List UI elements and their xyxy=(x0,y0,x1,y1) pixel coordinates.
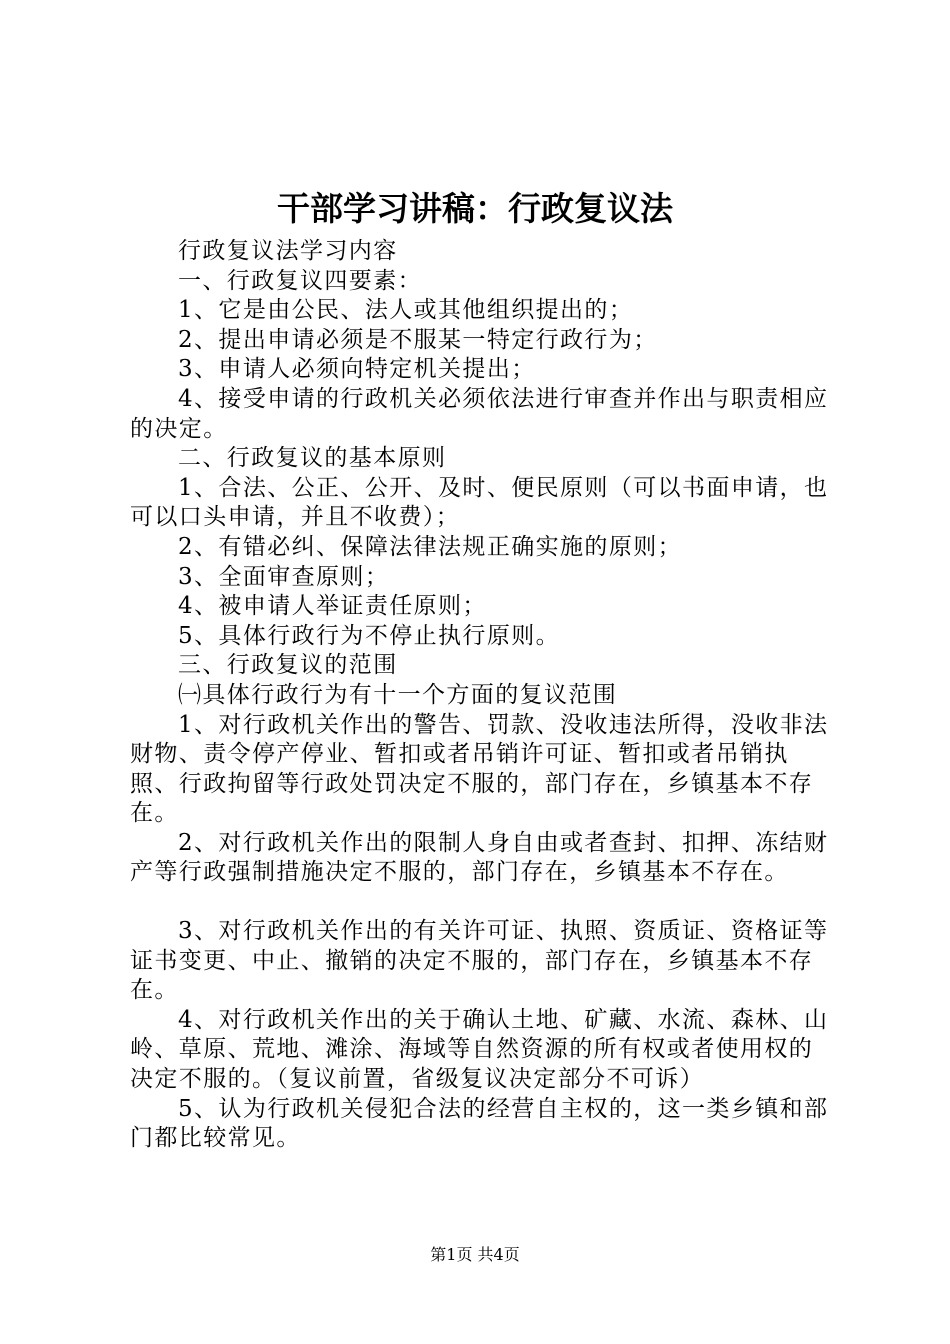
list-item: 2、对行政机关作出的限制人身自由或者查封、扣押、冻结财产等行政强制措施决定不服的，部门存在，乡镇基本不存在。 xyxy=(130,829,829,886)
heading-basic-principles: 二、行政复议的基本原则 xyxy=(178,445,447,472)
list-item: 2、有错必纠、保障法律法规正确实施的原则； xyxy=(178,533,683,560)
list-item: 2、提出申请必须是不服某一特定行政行为； xyxy=(178,326,658,353)
list-item: 4、接受申请的行政机关必须依法进行审查并作出与职责相应的决定。 xyxy=(130,385,829,442)
heading-scope: 三、行政复议的范围 xyxy=(178,652,398,679)
list-item: 3、申请人必须向特定机关提出； xyxy=(178,356,536,383)
list-item: 1、它是由公民、法人或其他组织提出的； xyxy=(178,297,634,324)
list-item: 3、对行政机关作出的有关许可证、执照、资质证、资格证等证书变更、中止、撤销的决定不服的，部门存在，乡镇基本不存在。 xyxy=(130,918,829,1004)
paragraph-intro: 行政复议法学习内容 xyxy=(178,238,398,264)
subheading-scope: ㈠具体行政行为有十一个方面的复议范围 xyxy=(178,681,618,708)
list-item: 4、对行政机关作出的关于确认土地、矿藏、水流、森林、山岭、草原、荒地、滩涂、海域等自然资源的所有权或者使用权的决定不服的。（复议前置，省级复议决定部分不可诉） xyxy=(130,1006,829,1093)
list-item: 3、全面审查原则； xyxy=(178,563,390,590)
document-body xyxy=(130,237,832,1154)
list-item: 5、具体行政行为不停止执行原则。 xyxy=(178,622,561,649)
page-number-footer: 第1页 共4页 xyxy=(430,1245,520,1264)
list-item: 1、对行政机关作出的警告、罚款、没收违法所得，没收非法财物、责令停产停业、暂扣或者吊销许可证、暂扣或者吊销执照、行政拘留等行政处罚决定不服的，部门存在，乡镇基本不存在。 xyxy=(130,711,829,827)
list-item: 1、合法、公正、公开、及时、便民原则（可以书面申请，也可以口头申请，并且不收费）； xyxy=(130,474,829,531)
list-item: 4、被申请人举证责任原则； xyxy=(178,593,487,620)
page-title: 干部学习讲稿：行政复议法 xyxy=(277,189,673,228)
list-item: 5、认为行政机关侵犯合法的经营自主权的，这一类乡镇和部门都比较常见。 xyxy=(130,1095,829,1152)
heading-four-elements: 一、行政复议四要素： xyxy=(178,267,422,294)
